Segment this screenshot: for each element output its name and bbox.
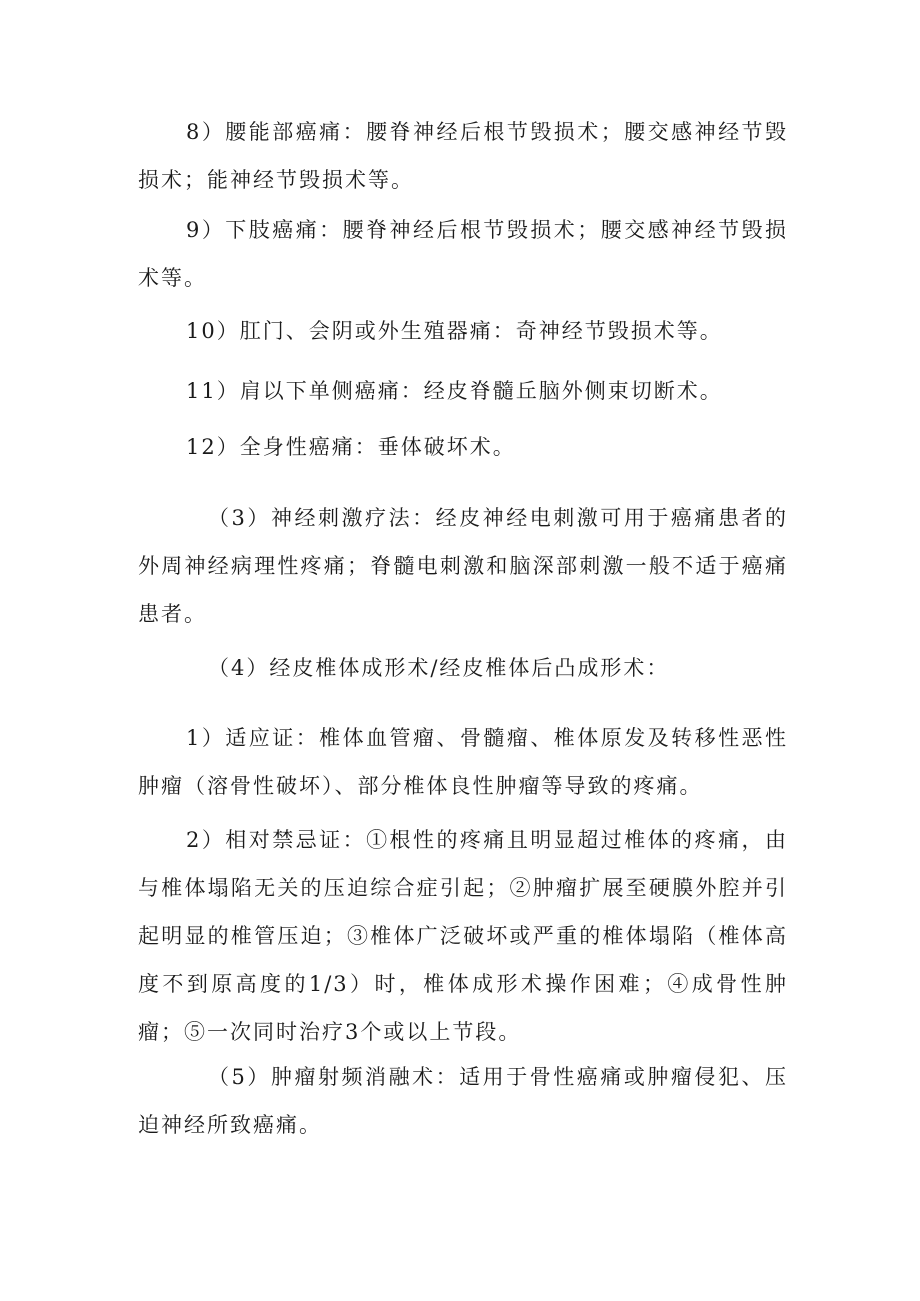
paragraph-nerve-stimulation: （3）神经刺激疗法：经皮神经电刺激可用于癌痛患者的外周神经病理性疼痛；脊髓电刺激和脑深部刺激一般不适于癌痛患者。 — [138, 506, 788, 626]
paragraph-contraindications: 2）相对禁忌证：①根性的疼痛且明显超过椎体的疼痛，由与椎体塌陷无关的压迫综合症引起；②肿瘤扩展至硬膜外腔并引起明显的椎管压迫；③椎体广泛破坏或严重的椎体塌陷（椎体高度不到原高度的1/3）时，椎体成形术操作困难；④成骨性肿瘤；⑤一次同时治疗3个或以上节段。 — [138, 828, 788, 1044]
paragraph-item-9: 9）下肢癌痛：腰脊神经后根节毁损术；腰交感神经节毁损术等。 — [138, 218, 788, 290]
paragraph-item-8: 8）腰能部癌痛：腰脊神经后根节毁损术；腰交感神经节毁损术；能神经节毁损术等。 — [138, 120, 788, 192]
paragraph-vertebroplasty-heading: （4）经皮椎体成形术/经皮椎体后凸成形术： — [208, 656, 670, 680]
paragraph-indications: 1）适应证：椎体血管瘤、骨髓瘤、椎体原发及转移性恶性肿瘤（溶骨性破坏）、部分椎体良性肿瘤等导致的疼痛。 — [138, 726, 788, 798]
paragraph-item-10: 10）肛门、会阴或外生殖器痛：奇神经节毁损术等。 — [186, 319, 723, 343]
paragraph-item-12: 12）全身性癌痛：垂体破坏术。 — [186, 435, 516, 459]
paragraph-item-11: 11）肩以下单侧癌痛：经皮脊髓丘脑外侧束切断术。 — [186, 379, 723, 403]
paragraph-radiofrequency-ablation: （5）肿瘤射频消融术：适用于骨性癌痛或肿瘤侵犯、压迫神经所致癌痛。 — [138, 1065, 788, 1137]
